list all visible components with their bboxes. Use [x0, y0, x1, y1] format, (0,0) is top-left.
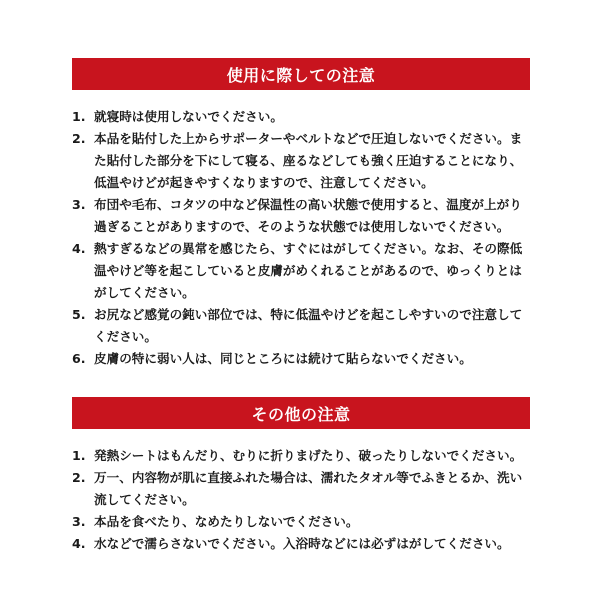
item-number: 1.	[72, 109, 86, 124]
other-cautions-heading: その他の注意	[72, 397, 530, 429]
list-item	[72, 467, 530, 511]
usage-cautions-list	[72, 106, 530, 370]
list-item	[72, 445, 530, 467]
other-cautions-section	[72, 397, 530, 555]
item-number: 2.	[72, 131, 86, 146]
list-item	[72, 348, 530, 370]
item-number: 3.	[72, 197, 86, 212]
list-item	[72, 238, 530, 304]
item-text: 熱すぎるなどの異常を感じたら、すぐにはがしてください。なお、その際低温やけど等を起こしていると皮膚がめくれることがあるので、ゆっくりとはがしてください。	[94, 241, 523, 300]
item-text: 布団や毛布、コタツの中など保温性の高い状態で使用すると、温度が上がり過ぎることがありますので、そのような状態では使用しないでください。	[94, 197, 522, 234]
usage-cautions-heading: 使用に際しての注意	[72, 58, 530, 90]
item-number: 4.	[72, 536, 86, 551]
list-item	[72, 128, 530, 194]
item-text: 本品を貼付した上からサポーターやベルトなどで圧迫しないでください。また貼付した部分を下にして寝る、座るなどしても強く圧迫することになり、低温やけどが起きやすくなりますので、注意してください。	[94, 131, 523, 190]
item-text: 本品を食べたり、なめたりしないでください。	[94, 514, 359, 529]
item-text: 発熱シートはもんだり、むりに折りまげたり、破ったりしないでください。	[94, 448, 523, 463]
item-text: 万一、内容物が肌に直接ふれた場合は、濡れたタオル等でふきとるか、洗い流してください。	[94, 470, 523, 507]
list-item	[72, 304, 530, 348]
item-text: 就寝時は使用しないでください。	[94, 109, 283, 124]
list-item	[72, 511, 530, 533]
item-number: 4.	[72, 241, 86, 256]
item-number: 2.	[72, 470, 86, 485]
item-text: 皮膚の特に弱い人は、同じところには続けて貼らないでください。	[94, 351, 472, 366]
usage-cautions-section	[72, 58, 530, 370]
list-item	[72, 106, 530, 128]
list-item	[72, 533, 530, 555]
item-text: 水などで濡らさないでください。入浴時などには必ずはがしてください。	[94, 536, 510, 551]
item-text: お尻など感覚の鈍い部位では、特に低温やけどを起こしやすいので注意してください。	[94, 307, 523, 344]
item-number: 3.	[72, 514, 86, 529]
list-item	[72, 194, 530, 238]
item-number: 1.	[72, 448, 86, 463]
other-cautions-list	[72, 445, 530, 555]
item-number: 6.	[72, 351, 86, 366]
item-number: 5.	[72, 307, 86, 322]
